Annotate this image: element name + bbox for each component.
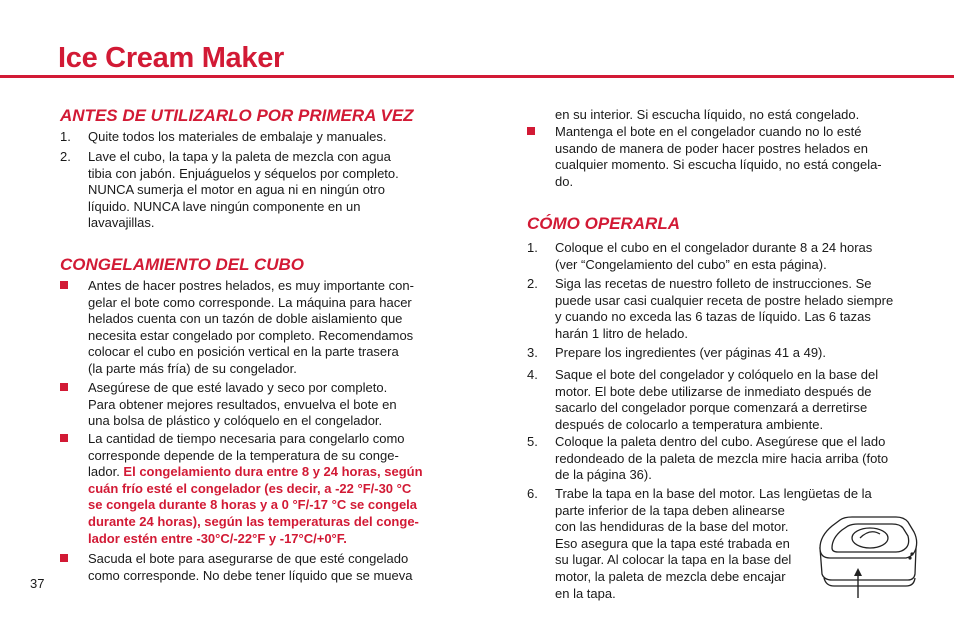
text-line: Lave el cubo, la tapa y la paleta de mezcla con agua xyxy=(88,149,391,164)
text-line: colocar el cubo en posición vertical en la parte trasera xyxy=(88,344,399,360)
text-line: corresponde depende de la temperatura de su conge- xyxy=(88,447,399,463)
bullet-item xyxy=(527,124,937,190)
list-number: 2. xyxy=(60,149,71,164)
list-number: 3. xyxy=(527,345,538,360)
page-title: Ice Cream Maker xyxy=(58,42,285,74)
section-heading-freezing: CONGELAMIENTO DEL CUBO xyxy=(60,255,304,274)
text-line: La cantidad de tiempo necesaria para congelarlo como xyxy=(88,431,405,446)
list-item xyxy=(527,367,937,433)
text-line: redondeado de la paleta de mezcla mire hacia arriba (foto xyxy=(555,450,889,466)
list-item xyxy=(527,240,937,273)
bullet-square-icon xyxy=(60,554,68,562)
text-line: helados cuenta con un tazón de doble aislamiento que xyxy=(88,311,403,327)
text-line: Quite todos los materiales de embalaje y manuales. xyxy=(88,129,387,144)
text-line: (ver “Congelamiento del cubo” en esta página). xyxy=(555,256,827,272)
text-line: como corresponde. No debe tener líquido que se mueva xyxy=(88,567,413,583)
text-line: y cuando no exceda las 6 tazas de líquido. Las 6 tazas xyxy=(555,309,871,325)
lid-illustration xyxy=(816,512,920,598)
text-line: Para obtener mejores resultados, envuelva el bote en xyxy=(88,396,397,412)
text-line: sacarlo del congelador porque comenzará a derretirse xyxy=(555,400,868,416)
text-line: cualquier momento. Si escucha líquido, no está congela- xyxy=(555,157,882,173)
list-number: 1. xyxy=(60,129,71,144)
warning-text: El congelamiento dura entre 8 y 24 horas, según xyxy=(123,464,423,480)
text-line: su lugar. Al colocar la tapa en la base del xyxy=(555,552,792,568)
list-item xyxy=(527,345,937,362)
list-item xyxy=(527,276,937,342)
text-line: tibia con jabón. Enjuáguelos y séquelos por completo. xyxy=(88,165,399,181)
list-number: 2. xyxy=(527,276,538,291)
text-line: en la tapa. xyxy=(555,585,616,601)
title-divider xyxy=(0,75,954,78)
bullet-square-icon xyxy=(60,434,68,442)
page-number: 37 xyxy=(30,576,45,591)
warning-text: durante 24 horas), según las temperaturas del conge- xyxy=(88,513,419,529)
section-heading-first-use: ANTES DE UTILIZARLO POR PRIMERA VEZ xyxy=(60,106,414,125)
text-line: usando de manera de poder hacer postres helados en xyxy=(555,140,868,156)
text-line: motor, la paleta de mezcla debe encajar xyxy=(555,568,786,584)
bullet-square-icon xyxy=(60,281,68,289)
text-line: una bolsa de plástico y colóquelo en el congelador. xyxy=(88,413,383,429)
text-line: parte inferior de la tapa deben alinearse xyxy=(555,502,785,518)
text-line: líquido. NUNCA lave ningún componente en un xyxy=(88,198,361,214)
text-line: con las hendiduras de la base del motor. xyxy=(555,519,789,535)
text-line: Mantenga el bote en el congelador cuando no lo esté xyxy=(555,124,862,139)
list-item xyxy=(60,129,460,146)
text-line: puede usar casi cualquier receta de postre helado siempre xyxy=(555,292,894,308)
warning-text: cuán frío esté el congelador (es decir, a -22 °F/-30 °C xyxy=(88,480,412,496)
text-line: NUNCA sumerja el motor en agua ni en ningún otro xyxy=(88,182,385,198)
text-fragment: lador. xyxy=(88,464,124,480)
bullet-item xyxy=(60,431,460,547)
list-item xyxy=(60,149,460,232)
text-line: después de colocarlo a temperatura ambiente. xyxy=(555,416,824,432)
bullet-item xyxy=(60,380,460,430)
text-line: motor. El bote debe utilizarse de inmediato después de xyxy=(555,383,872,399)
text-line: Antes de hacer postres helados, es muy importante con- xyxy=(88,278,414,293)
text-line: en su interior. Si escucha líquido, no está congelado. xyxy=(555,107,860,122)
list-number: 5. xyxy=(527,434,538,449)
list-number: 6. xyxy=(527,486,538,501)
text-line: Siga las recetas de nuestro folleto de instrucciones. Se xyxy=(555,276,872,291)
text-line: Saque el bote del congelador y colóquelo en la base del xyxy=(555,367,879,382)
text-line: de la página 36). xyxy=(555,467,652,483)
text-line: Prepare los ingredientes (ver páginas 41 a 49). xyxy=(555,345,826,360)
section-heading-operation: CÓMO OPERARLA xyxy=(527,214,680,233)
text-line: gelar el bote como corresponde. La máquina para hacer xyxy=(88,294,412,310)
bullet-square-icon xyxy=(527,127,535,135)
text-line: do. xyxy=(555,173,574,189)
bullet-item xyxy=(60,551,460,584)
warning-text: se congela durante 8 horas y a 0 °F/-17 °C se congela xyxy=(88,497,418,513)
list-item xyxy=(527,434,937,484)
text-line: Eso asegura que la tapa esté trabada en xyxy=(555,535,790,551)
text-line: Coloque el cubo en el congelador durante 8 a 24 horas xyxy=(555,240,873,255)
text-line xyxy=(88,464,460,481)
list-number: 1. xyxy=(527,240,538,255)
text-line: (la parte más fría) de su congelador. xyxy=(88,360,297,376)
text-line: lavavajillas. xyxy=(88,215,155,231)
bullet-item xyxy=(60,278,460,378)
text-line: harán 1 litro de helado. xyxy=(555,325,688,341)
bullet-square-icon xyxy=(60,383,68,391)
text-line: Coloque la paleta dentro del cubo. Asegúrese que el lado xyxy=(555,434,886,449)
list-number: 4. xyxy=(527,367,538,382)
bullet-continuation xyxy=(527,107,937,124)
text-line: Asegúrese de que esté lavado y seco por completo. xyxy=(88,380,388,395)
text-line: Sacuda el bote para asegurarse de que esté congelado xyxy=(88,551,409,566)
text-line: necesita estar congelado por completo. Recomendamos xyxy=(88,327,414,343)
text-line: Trabe la tapa en la base del motor. Las lengüetas de la xyxy=(555,486,872,501)
warning-text: lador estén entre -30°C/-22°F y -17°C/+0°F. xyxy=(88,530,347,546)
